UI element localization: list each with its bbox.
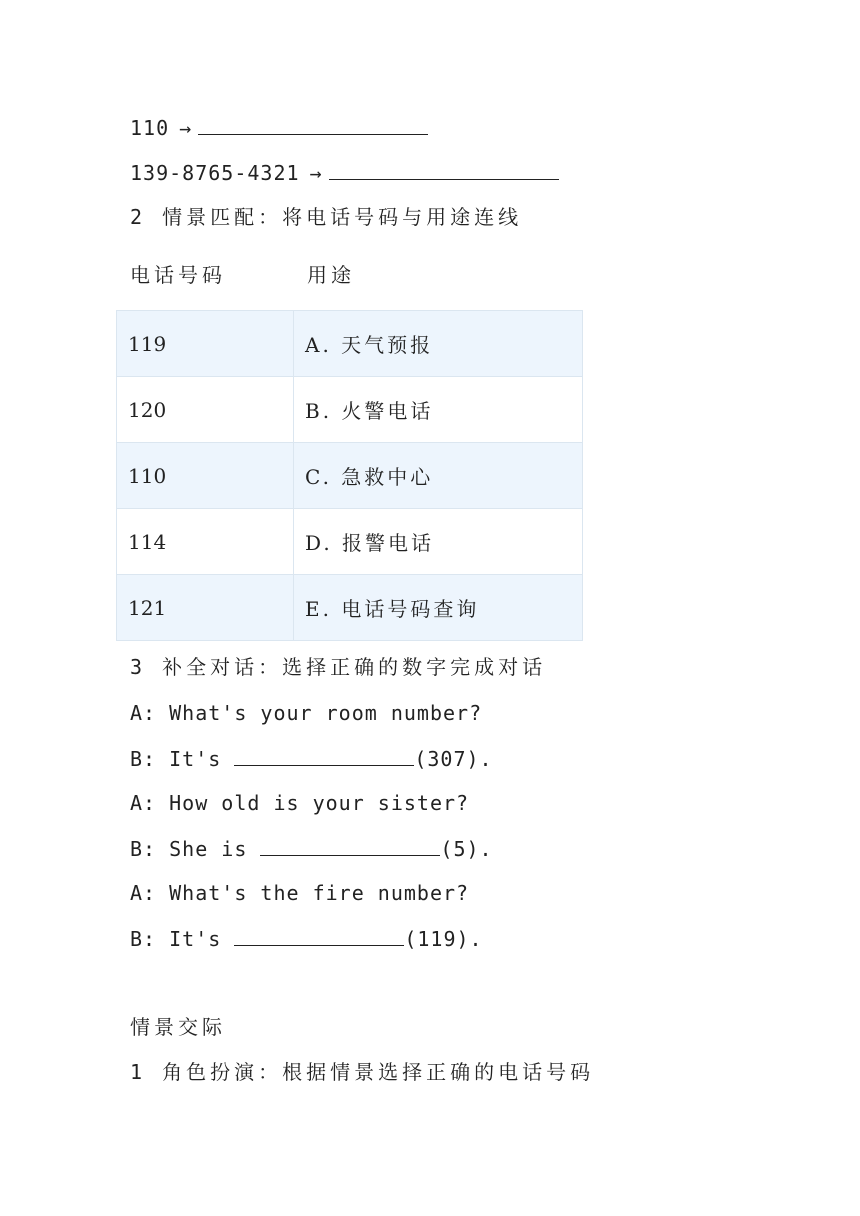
table-row (117, 443, 583, 509)
dialogue-line (130, 743, 493, 773)
answer-blank[interactable] (260, 833, 440, 856)
number-cell: 110 (117, 443, 294, 509)
dialogue-hint: (307). (414, 747, 493, 771)
matching-table (116, 310, 583, 641)
dialogue-line (130, 923, 483, 953)
answer-blank[interactable] (198, 112, 428, 135)
fill-item-2 (130, 157, 559, 187)
answer-blank[interactable] (234, 923, 404, 946)
answer-blank[interactable] (329, 157, 559, 180)
column-header-number: 电话号码 (130, 263, 226, 287)
section-heading: 情景交际 (130, 1015, 226, 1039)
option-cell: E. 电话号码查询 (294, 575, 583, 641)
right-arrow-icon: → (309, 161, 323, 185)
number-cell: 114 (117, 509, 294, 575)
option-cell: D. 报警电话 (294, 509, 583, 575)
dialogue-line (130, 833, 493, 863)
table-row (117, 575, 583, 641)
dialogue-hint: (119). (404, 927, 483, 951)
option-cell: A. 天气预报 (294, 311, 583, 377)
dialogue-line: A: What's the fire number? (130, 881, 470, 905)
fill-item-1 (130, 112, 428, 142)
number-cell: 121 (117, 575, 294, 641)
section-title: 2 情景匹配：将电话号码与用途连线 (130, 205, 523, 229)
option-cell: B. 火警电话 (294, 377, 583, 443)
table-row (117, 509, 583, 575)
answer-blank[interactable] (234, 743, 414, 766)
column-header-use: 用途 (307, 263, 355, 287)
table-row (117, 377, 583, 443)
right-arrow-icon: → (179, 116, 193, 140)
dialogue-hint: (5). (440, 837, 493, 861)
phone-number: 110 (130, 116, 170, 140)
exercise-item: 1 角色扮演：根据情景选择正确的电话号码 (130, 1060, 595, 1084)
dialogue-prefix: B: It's (130, 747, 235, 771)
table-row (117, 311, 583, 377)
option-cell: C. 急救中心 (294, 443, 583, 509)
section-title: 3 补全对话：选择正确的数字完成对话 (130, 655, 547, 679)
dialogue-prefix: B: It's (130, 927, 235, 951)
dialogue-line: A: What's your room number? (130, 701, 483, 725)
dialogue-prefix: B: She is (130, 837, 261, 861)
number-cell: 119 (117, 311, 294, 377)
phone-number: 139-8765-4321 (130, 161, 300, 185)
dialogue-line: A: How old is your sister? (130, 791, 470, 815)
number-cell: 120 (117, 377, 294, 443)
